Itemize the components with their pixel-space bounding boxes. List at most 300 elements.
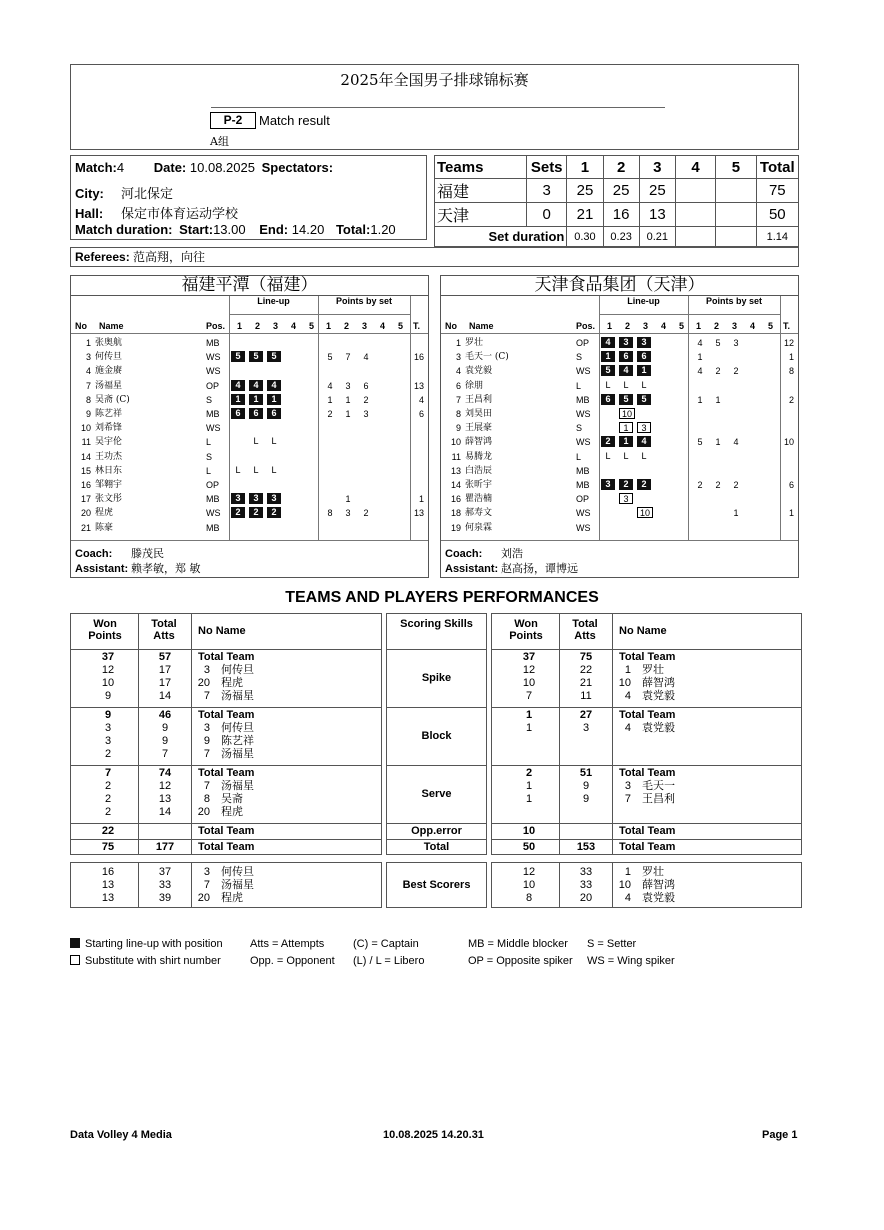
player-position: WS <box>206 366 221 377</box>
total-atts-value: 17 <box>158 677 172 689</box>
row-divider <box>491 707 802 708</box>
player-name: 袁党毅 <box>642 689 675 702</box>
player-total-points: 10 <box>783 437 794 448</box>
player-number: 7 <box>624 793 631 805</box>
total-atts-value: 7 <box>161 748 169 760</box>
points-set-header: 5 <box>768 321 774 331</box>
legend-opp: Opp. = Opponent <box>250 955 335 967</box>
player-name: 薛智鸿 <box>465 437 493 448</box>
player-number: 8 <box>203 793 210 805</box>
match-date: 10.08.2025 <box>189 160 255 175</box>
match-info <box>70 155 427 240</box>
set-points: 1 <box>345 409 351 419</box>
row-divider <box>70 765 382 766</box>
won-points-value: 1 <box>525 780 533 792</box>
won-points-value: 2 <box>104 780 112 792</box>
player-row <box>71 450 428 464</box>
player-name: 王昌利 <box>642 792 675 805</box>
player-number: 8 <box>455 409 461 419</box>
player-position: MB <box>206 522 220 533</box>
lineup-start-position: 2 <box>619 479 633 490</box>
player-number: 19 <box>450 522 461 533</box>
won-points-value: 2 <box>104 806 112 818</box>
won-points-value: 10 <box>101 677 115 689</box>
player-name: 王昌利 <box>465 394 493 405</box>
set-points: 4 <box>697 366 703 377</box>
player-position: S <box>576 423 583 434</box>
player-name: 毛天一 <box>642 779 675 792</box>
total-atts-value: 39 <box>158 892 172 904</box>
set-points: 1 <box>715 394 721 405</box>
points-set-header: 1 <box>696 321 702 331</box>
lineup-set-header: 1 <box>237 321 243 331</box>
total-atts-value: 33 <box>158 879 172 891</box>
points-set-header: 2 <box>714 321 720 331</box>
set-points: 1 <box>697 352 703 363</box>
lineup-start-position: 4 <box>231 380 245 391</box>
player-row <box>71 336 428 350</box>
set-points: 7 <box>345 352 351 363</box>
player-name: 陈艺祥 <box>95 409 123 419</box>
date-label: Date: <box>153 160 187 175</box>
player-position: OP <box>206 380 220 391</box>
column-divider <box>138 862 139 908</box>
player-name: 罗壮 <box>642 865 664 878</box>
row-divider <box>70 839 382 840</box>
skill-label: Block <box>421 730 452 742</box>
row-divider <box>386 765 487 766</box>
team-title: 福建平潭（福建） <box>71 276 428 296</box>
legend-starting: Starting line-up with position <box>85 938 223 950</box>
player-name: 王展豪 <box>465 423 493 434</box>
lineup-start-position: 1 <box>637 365 651 376</box>
set-points: 5 <box>327 352 333 363</box>
set-points: 2 <box>733 480 739 490</box>
player-number: 7 <box>203 780 210 792</box>
won-points-header: Won Points <box>88 618 122 642</box>
header-divider <box>71 333 428 334</box>
total-team-label: Total Team <box>619 767 676 779</box>
player-row <box>441 421 798 435</box>
player-row <box>441 379 798 393</box>
set-score: 13 <box>639 203 675 227</box>
total-team-label: Total Team <box>198 767 255 779</box>
player-name: 何传旦 <box>221 663 254 676</box>
player-row <box>71 364 428 378</box>
player-number: 9 <box>85 409 91 419</box>
player-row <box>71 407 428 421</box>
won-points-value: 16 <box>101 866 115 878</box>
total-won: 75 <box>101 841 115 853</box>
lineup-start-position: 2 <box>231 507 245 518</box>
player-name: 汤福星 <box>221 779 254 792</box>
lineup-libero: L <box>605 450 611 461</box>
pos-header: Pos. <box>206 321 226 331</box>
set-points: 2 <box>363 394 369 405</box>
set-points: 1 <box>327 394 333 405</box>
player-number: 4 <box>85 366 91 377</box>
group-name: A组 <box>210 135 229 148</box>
lineup-start-position: 3 <box>231 493 245 504</box>
player-row <box>441 506 798 520</box>
player-position: MB <box>206 494 220 505</box>
city-label: City: <box>75 186 104 201</box>
lineup-substitute-number: 10 <box>637 507 653 518</box>
lineup-header: Line-up <box>257 296 290 306</box>
won-points-value: 3 <box>104 722 112 734</box>
player-number: 3 <box>85 352 91 363</box>
player-name: 汤福星 <box>95 380 123 391</box>
player-name: 吴斋 <box>221 792 243 805</box>
player-position: WS <box>576 366 591 377</box>
player-number: 3 <box>203 722 210 734</box>
duration-total: 1.14 <box>756 227 798 247</box>
player-name: 薛智鸿 <box>642 878 675 891</box>
column-divider <box>559 862 560 908</box>
set-points: 1 <box>733 508 739 519</box>
lineup-libero: L <box>271 464 277 475</box>
player-name: 白浩辰 <box>465 465 493 476</box>
lineup-start-position: 6 <box>601 394 615 405</box>
player-row <box>441 336 798 350</box>
player-position: WS <box>576 522 591 533</box>
player-number: 20 <box>197 677 210 689</box>
player-number: 4 <box>624 690 631 702</box>
player-row <box>441 450 798 464</box>
player-name: 程虎 <box>221 891 243 904</box>
lineup-start-position: 2 <box>637 479 651 490</box>
row-divider <box>386 707 487 708</box>
end-time: 14.20 <box>291 222 325 237</box>
lineup-start-position: 6 <box>249 408 263 419</box>
player-number: 14 <box>80 451 91 462</box>
lineup-set-header: 3 <box>643 321 649 331</box>
no-name-header: No Name <box>619 625 667 637</box>
opp-error-won: 10 <box>522 825 536 837</box>
player-number: 10 <box>450 437 461 448</box>
player-position: WS <box>576 409 591 419</box>
opp-error-total-team: Total Team <box>619 825 676 837</box>
coach-label: Coach: <box>75 548 113 560</box>
player-position: S <box>206 394 213 405</box>
player-row <box>441 350 798 364</box>
footer-timestamp: 10.08.2025 14.20.31 <box>383 1129 484 1141</box>
player-total-points: 8 <box>788 366 794 377</box>
total-header: Total <box>756 156 798 179</box>
player-number: 10 <box>618 677 631 689</box>
player-number: 20 <box>197 806 210 818</box>
won-points-value: 12 <box>522 664 536 676</box>
team-roster-home <box>70 275 429 578</box>
player-position: OP <box>576 494 590 505</box>
set-header: 4 <box>675 156 715 179</box>
scoring-skills-header: Scoring Skills <box>400 618 473 630</box>
won-points-value: 2 <box>104 793 112 805</box>
footer-brand: Data Volley 4 Media <box>70 1129 172 1141</box>
player-row <box>71 478 428 492</box>
t-header: T. <box>413 321 421 331</box>
lineup-set-header: 2 <box>255 321 261 331</box>
won-points-value: 12 <box>101 664 115 676</box>
document-name: Match result <box>259 113 330 128</box>
set-points: 5 <box>715 338 721 348</box>
coach-name: 滕茂民 <box>131 547 164 560</box>
assistant-names: 赵高扬，谭博远 <box>501 562 578 575</box>
won-points-value: 1 <box>525 709 533 721</box>
player-number: 13 <box>450 465 461 476</box>
sets-header: Sets <box>527 156 567 179</box>
total-label: Total <box>423 841 450 853</box>
set-points: 3 <box>733 338 739 348</box>
player-name: 陈豪 <box>95 522 114 533</box>
roster-bottom-divider <box>441 540 798 541</box>
name-header: Name <box>469 321 494 331</box>
set-points: 1 <box>697 394 703 405</box>
lineup-header: Line-up <box>627 296 660 306</box>
match-number: 4 <box>116 160 125 175</box>
total-total-team: Total Team <box>198 841 255 853</box>
lineup-start-position: 4 <box>601 337 615 348</box>
set-score <box>716 203 756 227</box>
player-number: 17 <box>80 494 91 505</box>
lineup-start-position: 3 <box>249 493 263 504</box>
player-number: 3 <box>455 352 461 363</box>
player-number: 3 <box>203 664 210 676</box>
player-total-points: 6 <box>418 409 424 419</box>
player-number: 11 <box>451 451 461 462</box>
match-label: Match: <box>75 160 117 175</box>
player-name: 袁党毅 <box>465 366 493 377</box>
set-points: 4 <box>327 380 333 391</box>
referees-label: Referees: <box>75 250 130 264</box>
t-header: T. <box>783 321 791 331</box>
player-name: 邹翱宇 <box>95 480 123 490</box>
won-points-value: 12 <box>522 866 536 878</box>
lineup-start-position: 4 <box>637 436 651 447</box>
total-atts-header: Total Atts <box>151 618 177 642</box>
score-table <box>434 155 799 244</box>
points-set-header: 4 <box>380 321 386 331</box>
player-number: 16 <box>80 480 91 490</box>
total-atts-value: 74 <box>158 767 172 779</box>
player-row <box>441 521 798 535</box>
player-number: 8 <box>85 394 91 405</box>
legend-mb: MB = Middle blocker <box>468 938 568 950</box>
player-row <box>441 464 798 478</box>
player-position: MB <box>206 409 220 419</box>
total-atts-value: 11 <box>580 690 592 702</box>
player-position: WS <box>206 352 221 363</box>
total-atts-value: 75 <box>579 651 593 663</box>
player-name: 张昕宇 <box>465 480 493 490</box>
lineup-set-header: 4 <box>291 321 297 331</box>
total-atts-value: 57 <box>158 651 172 663</box>
player-position: L <box>206 437 212 448</box>
set-header: 1 <box>567 156 603 179</box>
player-row <box>441 435 798 449</box>
player-position: L <box>576 451 582 462</box>
total-team-label: Total Team <box>619 651 676 663</box>
lineup-set-header: 2 <box>625 321 631 331</box>
player-row <box>71 435 428 449</box>
player-name: 林日东 <box>95 465 123 476</box>
player-number: 1 <box>85 338 91 348</box>
won-points-value: 2 <box>104 748 112 760</box>
team-name: 福建 <box>435 179 527 203</box>
player-position: S <box>206 451 213 462</box>
player-number: 21 <box>80 522 91 533</box>
lineup-start-position: 4 <box>619 365 633 376</box>
set-header: 2 <box>603 156 639 179</box>
won-points-value: 8 <box>525 892 533 904</box>
team-name: 天津 <box>435 203 527 227</box>
lineup-set-header: 1 <box>607 321 613 331</box>
set-points: 4 <box>697 338 703 348</box>
points-set-header: 3 <box>732 321 738 331</box>
points-by-set-header: Points by set <box>705 296 762 306</box>
set-points: 1 <box>345 394 351 405</box>
player-position: WS <box>576 437 591 448</box>
referees-row <box>70 247 799 267</box>
player-name: 何泉霖 <box>465 522 493 533</box>
points-set-header: 3 <box>362 321 368 331</box>
player-name: 施金赓 <box>95 366 123 377</box>
player-number: 7 <box>455 394 461 405</box>
player-row <box>71 492 428 506</box>
player-name: 徐朋 <box>465 380 484 391</box>
set-points: 3 <box>345 380 351 391</box>
total-team-label: Total Team <box>198 651 255 663</box>
lineup-start-position: 1 <box>231 394 245 405</box>
lineup-start-position: 2 <box>601 436 615 447</box>
team-roster-away <box>440 275 799 578</box>
total-atts-value: 3 <box>582 722 590 734</box>
player-name: 张文彤 <box>95 494 123 505</box>
player-name: 罗壮 <box>642 663 664 676</box>
set-points: 2 <box>363 508 369 519</box>
coach-row <box>75 545 164 561</box>
lineup-start-position: 6 <box>619 351 633 362</box>
legend-op: OP = Opposite spiker <box>468 955 573 967</box>
row-divider <box>386 649 487 650</box>
lineup-set-header: 5 <box>679 321 685 331</box>
column-divider <box>191 613 192 855</box>
lineup-start-position: 3 <box>601 479 615 490</box>
lineup-start-position: 5 <box>601 365 615 376</box>
header-divider <box>599 314 780 315</box>
lineup-libero: L <box>623 379 629 390</box>
row-divider <box>491 649 802 650</box>
player-number: 7 <box>85 380 91 391</box>
teams-header: Teams <box>435 156 527 179</box>
won-points-header: Won Points <box>509 618 543 642</box>
lineup-start-position: 1 <box>619 436 633 447</box>
player-number: 4 <box>455 366 461 377</box>
set-score: 21 <box>567 203 603 227</box>
player-total-points: 4 <box>418 394 424 405</box>
lineup-start-position: 6 <box>231 408 245 419</box>
row-divider <box>386 823 487 824</box>
won-points-value: 37 <box>101 651 115 663</box>
column-divider <box>612 862 613 908</box>
total-atts-value: 9 <box>582 780 590 792</box>
no-header: No <box>75 321 87 331</box>
player-name: 王功杰 <box>95 451 123 462</box>
document-code: P-2 <box>210 112 256 129</box>
player-row <box>71 521 428 535</box>
player-number: 16 <box>450 494 461 505</box>
player-name: 毛天一 (C) <box>465 352 509 363</box>
player-position: OP <box>206 480 220 490</box>
lineup-set-header: 4 <box>661 321 667 331</box>
set-score: 16 <box>603 203 639 227</box>
spectators-label: Spectators: <box>261 160 334 175</box>
won-points-value: 7 <box>104 767 112 779</box>
legend-atts: Atts = Attempts <box>250 938 325 950</box>
lineup-libero: L <box>641 450 647 461</box>
opp-error-label: Opp.error <box>411 825 462 837</box>
player-number: 11 <box>81 437 91 448</box>
player-name: 郝寿文 <box>465 508 493 519</box>
player-row <box>71 421 428 435</box>
set-points: 2 <box>697 480 703 490</box>
player-name: 吴宇伦 <box>95 437 123 448</box>
assistant-names: 赖孝敏，郑 敏 <box>131 562 201 575</box>
lineup-start-position: 2 <box>267 507 281 518</box>
player-name: 罗壮 <box>465 338 484 348</box>
player-row <box>71 393 428 407</box>
legend-libero: (L) / L = Libero <box>353 955 425 967</box>
sets-won: 3 <box>527 179 567 203</box>
player-number: 3 <box>203 866 210 878</box>
opp-error-won: 22 <box>101 825 115 837</box>
player-name: 瞿浩楠 <box>465 494 493 505</box>
player-position: WS <box>206 508 221 519</box>
player-number: 10 <box>80 423 91 434</box>
set-duration <box>716 227 756 247</box>
best-scorers-label: Best Scorers <box>402 879 471 891</box>
row-divider <box>491 823 802 824</box>
total-atts-value: 27 <box>579 709 593 721</box>
player-position: S <box>576 352 583 363</box>
lineup-start-position: 5 <box>231 351 245 362</box>
player-number: 4 <box>624 892 631 904</box>
set-points: 6 <box>363 380 369 391</box>
lineup-libero: L <box>253 464 259 475</box>
player-position: OP <box>576 338 590 348</box>
player-name: 张奥航 <box>95 338 123 348</box>
player-position: MB <box>576 480 590 490</box>
player-name: 薛智鸿 <box>642 676 675 689</box>
set-duration <box>675 227 715 247</box>
lineup-start-position: 1 <box>601 351 615 362</box>
total-atts-value: 12 <box>158 780 172 792</box>
legend-ws: WS = Wing spiker <box>587 955 675 967</box>
lineup-start-position: 4 <box>249 380 263 391</box>
sets-won: 0 <box>527 203 567 227</box>
legend-captain: (C) = Captain <box>353 938 419 950</box>
points-set-header: 4 <box>750 321 756 331</box>
lineup-start-position: 5 <box>637 394 651 405</box>
player-number: 7 <box>203 879 210 891</box>
lineup-libero: L <box>623 450 629 461</box>
lineup-start-position: 5 <box>249 351 263 362</box>
points-by-set-header: Points by set <box>335 296 392 306</box>
lineup-substitute-number: 10 <box>619 408 635 419</box>
player-number: 15 <box>80 465 91 476</box>
player-row <box>441 478 798 492</box>
duration-label: Match duration: <box>75 222 173 237</box>
